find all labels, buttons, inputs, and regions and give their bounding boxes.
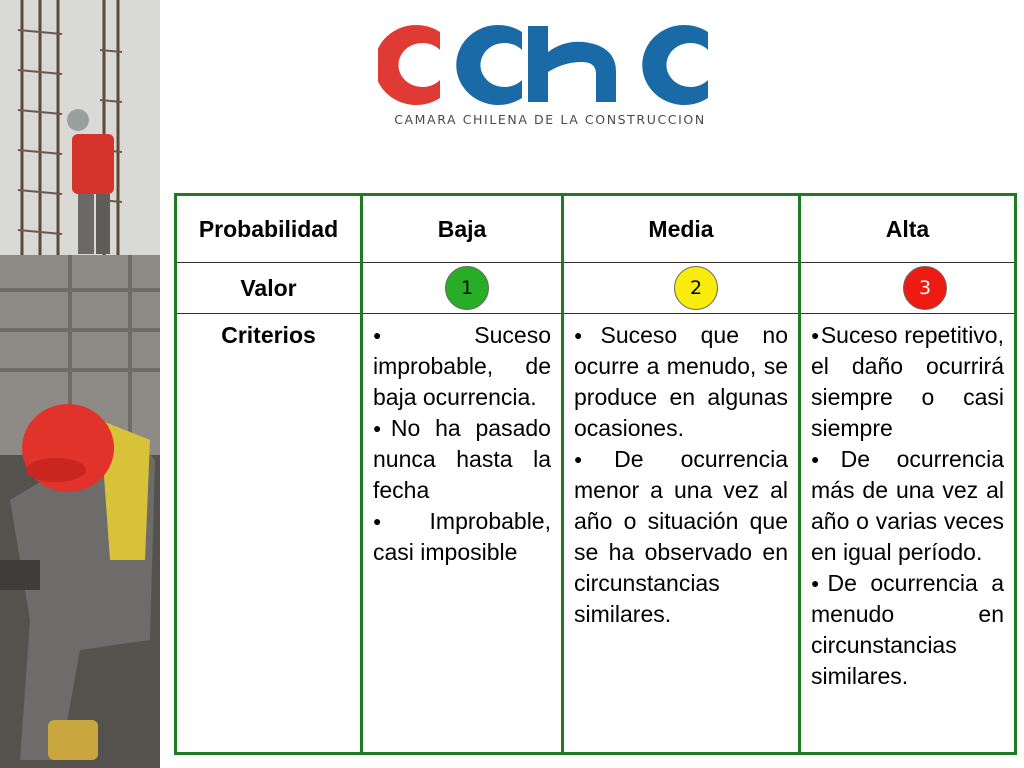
header-baja: Baja xyxy=(362,195,563,263)
criterio-text: De ocurrencia a menudo en circunstancias similares. xyxy=(811,570,1004,689)
header-probabilidad: Probabilidad xyxy=(176,195,362,263)
list-item xyxy=(373,320,551,413)
valor-alta-cell xyxy=(800,263,1016,314)
bullet-icon: ● xyxy=(574,327,600,343)
list-item xyxy=(811,444,1004,568)
criterio-text: De ocurrencia menor a una vez al año o situación que se ha observado en circunstancias similares. xyxy=(574,446,788,627)
valor-label: Valor xyxy=(176,263,362,314)
logo-caption: CAMARA CHILENA DE LA CONSTRUCCION xyxy=(394,112,706,127)
criterios-baja-list xyxy=(363,314,561,568)
list-item xyxy=(811,568,1004,692)
bullet-icon: ● xyxy=(373,327,474,343)
bullet-icon: ● xyxy=(811,327,820,343)
valor-row xyxy=(176,263,1016,314)
criterio-text: Suceso que no ocurre a menudo, se produce en algunas ocasiones. xyxy=(574,322,788,441)
criterios-media-cell xyxy=(563,314,800,754)
criterio-text: Suceso improbable, de baja ocurrencia. xyxy=(373,322,551,410)
criterios-row xyxy=(176,314,1016,754)
construction-photo xyxy=(0,0,160,768)
cchc-logo-mark xyxy=(378,22,722,108)
construction-workers-illustration xyxy=(0,0,160,768)
valor-media-cell xyxy=(563,263,800,314)
list-item xyxy=(373,413,551,506)
cchc-logo xyxy=(378,22,722,134)
criterios-baja-cell xyxy=(362,314,563,754)
list-item xyxy=(811,320,1004,444)
probability-table xyxy=(174,193,1017,755)
bullet-icon: ● xyxy=(574,451,614,467)
criterio-text: Suceso repetitivo, el daño ocurrirá siempre o casi siempre xyxy=(811,322,1004,441)
valor-circle-1: 1 xyxy=(445,266,489,310)
criterio-text: De ocurrencia más de una vez al año o varias veces en igual período. xyxy=(811,446,1004,565)
criterios-media-list xyxy=(564,314,798,630)
bullet-icon: ● xyxy=(373,513,429,529)
header-media: Media xyxy=(563,195,800,263)
bullet-icon: ● xyxy=(811,451,840,467)
valor-circle-2: 2 xyxy=(674,266,718,310)
list-item xyxy=(574,320,788,444)
table-header-row xyxy=(176,195,1016,263)
header-alta: Alta xyxy=(800,195,1016,263)
criterio-text: Improbable, casi imposible xyxy=(373,508,551,565)
list-item xyxy=(574,444,788,630)
criterio-text: No ha pasado nunca hasta la fecha xyxy=(373,415,551,503)
criterios-alta-cell xyxy=(800,314,1016,754)
bullet-icon: ● xyxy=(811,575,827,591)
criterios-label: Criterios xyxy=(176,314,362,754)
valor-baja-cell xyxy=(362,263,563,314)
bullet-icon: ● xyxy=(373,420,390,436)
criterios-alta-list xyxy=(801,314,1014,692)
list-item xyxy=(373,506,551,568)
valor-circle-3: 3 xyxy=(903,266,947,310)
